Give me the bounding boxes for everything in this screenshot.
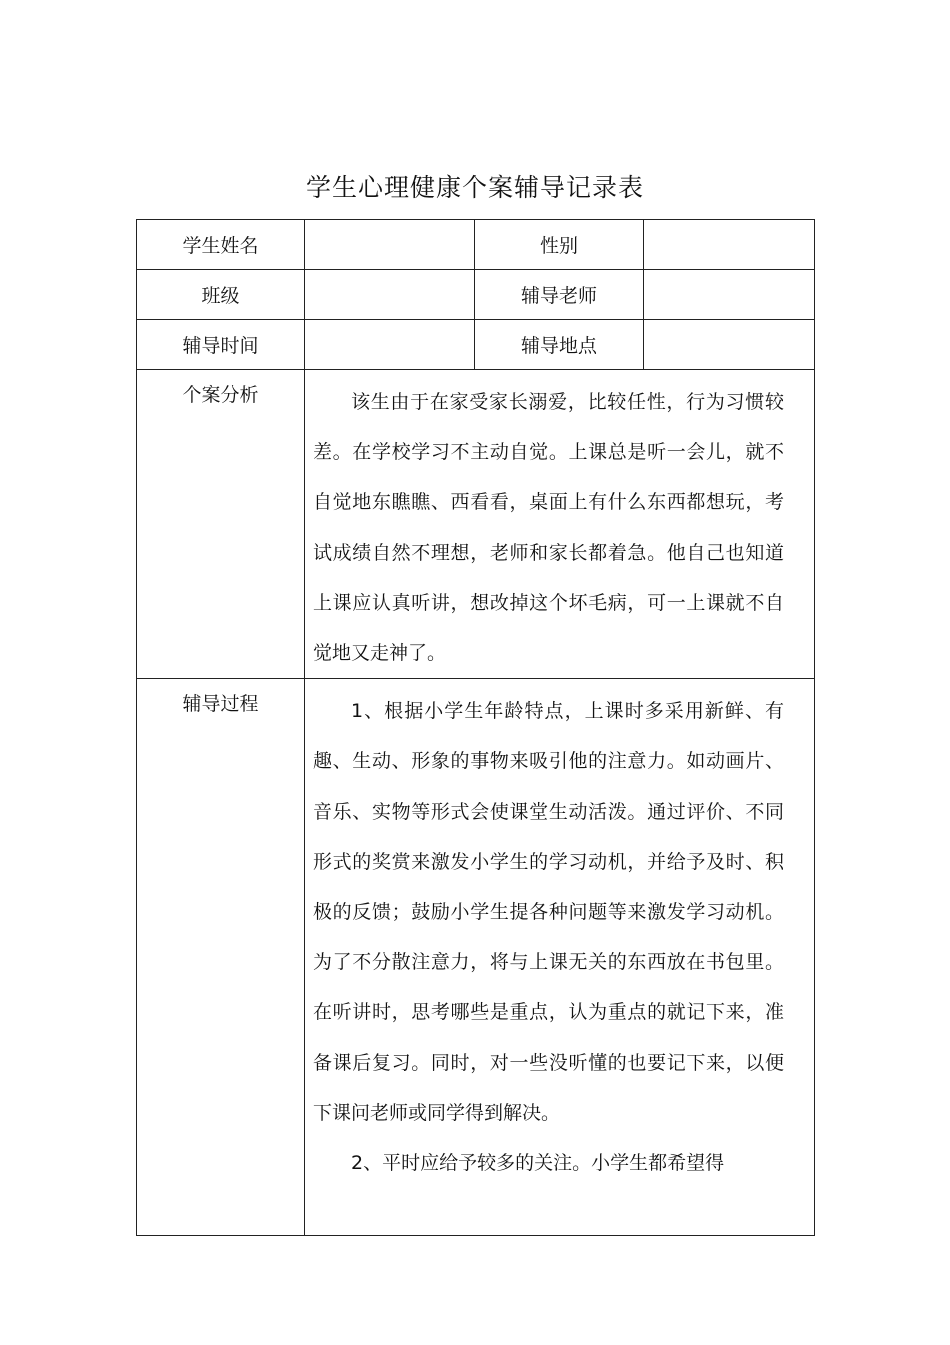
case-analysis-text: 该生由于在家受家长溺爱，比较任性，行为习惯较差。在学校学习不主动自觉。上课总是听一会儿，就不自觉地东瞧瞧、西看看，桌面上有什么东西都想玩，考试成绩自然不理想，老师和家长都着急。他自己也知道上课应认真听讲，想改掉这个坏毛病，可一上课就不自觉地又走神了。 (313, 391, 784, 665)
class-field[interactable] (305, 270, 475, 320)
time-field[interactable] (305, 320, 475, 370)
time-label: 辅导时间 (137, 320, 305, 370)
counseling-process-body (313, 686, 784, 1222)
student-name-field[interactable] (305, 220, 475, 270)
process-paragraph-2: 2、平时应给予较多的关注。小学生都希望得 (351, 1152, 725, 1175)
row-case-analysis (137, 370, 815, 679)
counselor-field[interactable] (644, 270, 815, 320)
row-time (137, 320, 815, 370)
student-name-label: 学生姓名 (137, 220, 305, 270)
gender-label: 性别 (475, 220, 644, 270)
case-analysis-cell (305, 370, 815, 679)
location-field[interactable] (644, 320, 815, 370)
page-title: 学生心理健康个案辅导记录表 (305, 173, 644, 202)
gender-field[interactable] (644, 220, 815, 270)
class-label: 班级 (137, 270, 305, 320)
record-table (136, 219, 815, 1236)
row-student-name (137, 220, 815, 270)
row-counseling-process (137, 679, 815, 1236)
case-analysis-label: 个案分析 (137, 370, 305, 679)
location-label: 辅导地点 (475, 320, 644, 370)
process-paragraph-1: 1、根据小学生年龄特点，上课时多采用新鲜、有趣、生动、形象的事物来吸引他的注意力。如动画片、音乐、实物等形式会使课堂生动活泼。通过评价、不同形式的奖赏来激发小学生的学习动机，并给予及时、积极的反馈；鼓励小学生提各种问题等来激发学习动机。为了不分散注意力，将与上课无关的东西放在书包里。在听讲时，思考哪些是重点，认为重点的就记下来，准备课后复习。同时，对一些没听懂的也要记下来，以便下课问老师或同学得到解决。 (313, 700, 784, 1124)
row-class (137, 270, 815, 320)
counseling-process-cell (305, 679, 815, 1236)
counseling-process-label: 辅导过程 (137, 679, 305, 1236)
counselor-label: 辅导老师 (475, 270, 644, 320)
